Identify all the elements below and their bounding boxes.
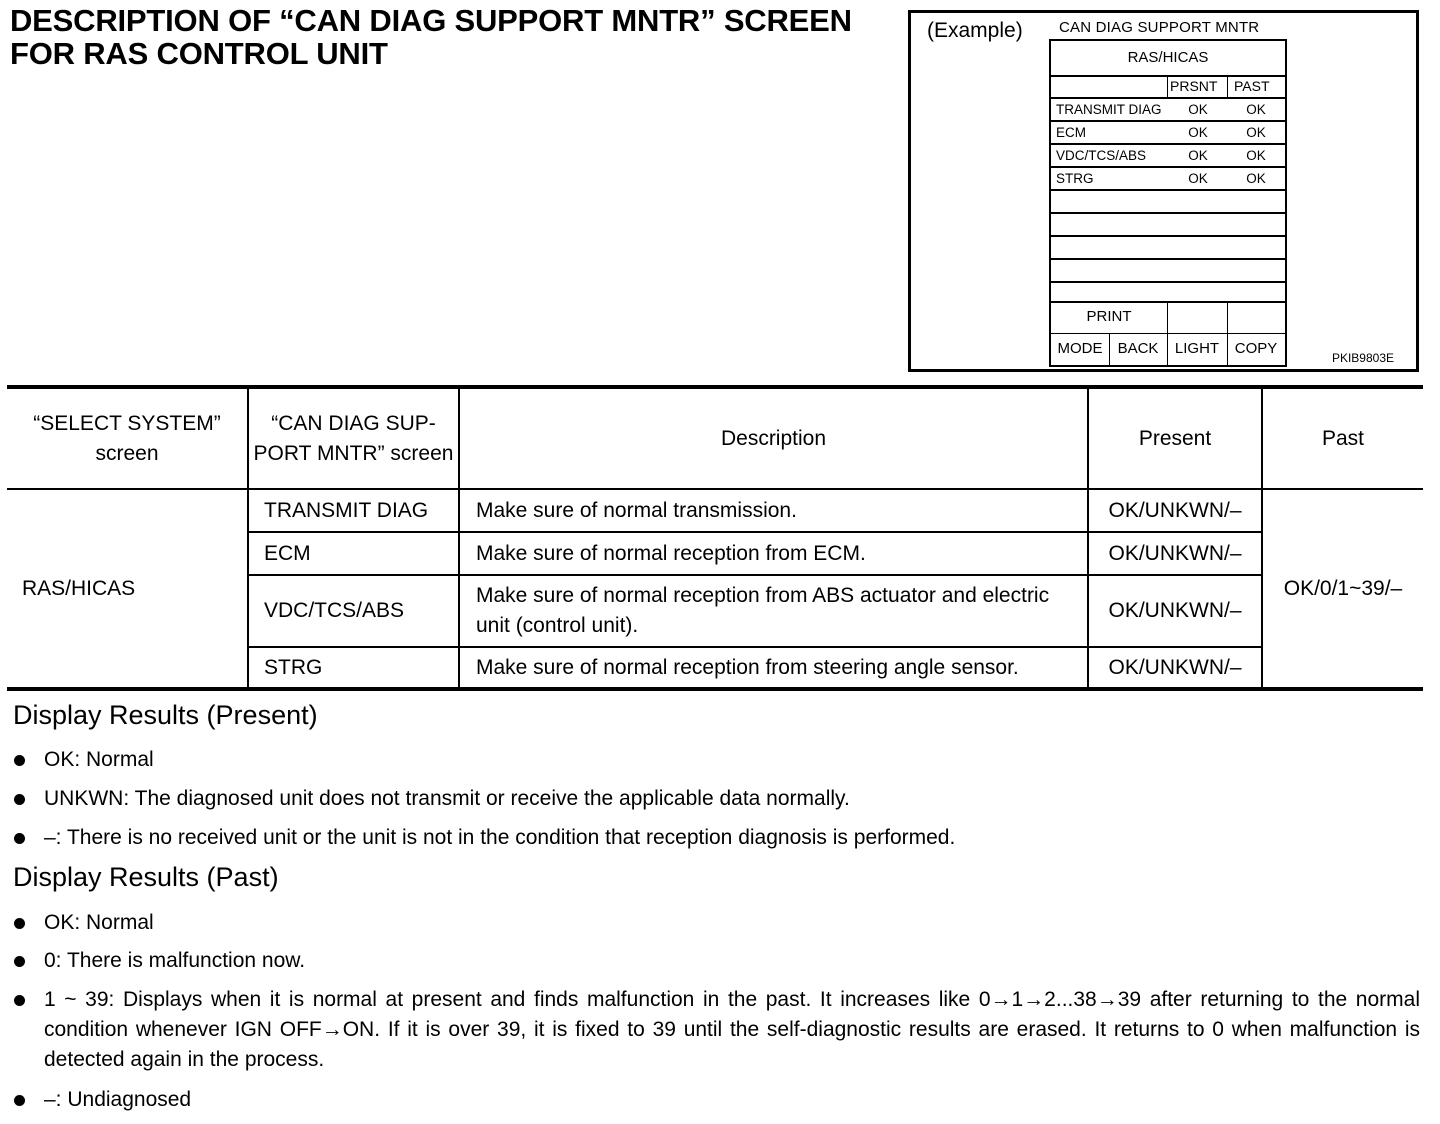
screen-row: [1051, 99, 1285, 122]
header-present: Present: [1088, 387, 1262, 489]
bullet-icon: [14, 956, 25, 967]
screen-row-name: ECM: [1056, 125, 1086, 140]
header-support-monitor: “CAN DIAG SUP-PORT MNTR” screen: [248, 387, 459, 489]
description-cell: Make sure of normal reception from ABS actuator and electric unit (control unit).: [459, 575, 1088, 647]
past-cell: OK/0/1~39/–: [1262, 489, 1423, 689]
bullet-icon: [14, 794, 25, 805]
item-cell: TRANSMIT DIAG: [248, 489, 459, 532]
screen-col-past: PAST: [1234, 78, 1270, 94]
light-button[interactable]: LIGHT: [1174, 340, 1220, 357]
screen-row: [1051, 168, 1285, 191]
screen-row-present: OK: [1188, 171, 1208, 186]
header-past: Past: [1262, 387, 1423, 489]
present-results-heading: Display Results (Present): [13, 700, 318, 730]
system-cell: RAS/HICAS: [7, 489, 248, 689]
screen-empty-row: [1051, 237, 1285, 260]
screen-row-name: TRANSMIT DIAG: [1056, 102, 1162, 117]
bullet-icon: [14, 1095, 25, 1106]
back-button[interactable]: BACK: [1117, 340, 1159, 357]
screen-row-past: OK: [1246, 125, 1266, 140]
screen-system-name: RAS/HICAS: [1051, 41, 1285, 77]
header-description: Description: [459, 387, 1088, 489]
screen-empty-row: [1051, 283, 1285, 303]
present-cell: OK/UNKWN/–: [1088, 532, 1262, 575]
figure-code: PKIB9803E: [1331, 351, 1394, 365]
screen-empty-row: [1051, 260, 1285, 283]
list-item: 1 ~ 39: Displays when it is normal at present and finds malfunction in the past. It increases like 0→1→2...38→39 after returning to the normal condition whenever IGN OFF→ON. If it is over 39, it is fixed to 39 until the self-diagnostic results are erased. It returns to 0 when malfunction is detected again in the process.: [13, 985, 1420, 1075]
header-select-system: “SELECT SYSTEM” screen: [7, 387, 248, 489]
screen-row-present: OK: [1188, 102, 1208, 117]
screen-row-past: OK: [1246, 148, 1266, 163]
bullet-icon: [14, 995, 25, 1006]
list-item: 0: There is malfunction now.: [13, 946, 1420, 976]
past-results-heading: Display Results (Past): [13, 862, 279, 892]
list-item: OK: Normal: [13, 908, 1420, 938]
screen-row-name: STRG: [1056, 171, 1094, 186]
present-cell: OK/UNKWN/–: [1088, 647, 1262, 689]
screen-empty-row: [1051, 191, 1285, 214]
example-screen-figure: [908, 10, 1419, 372]
bullet-icon: [14, 833, 25, 844]
list-item: –: There is no received unit or the unit is not in the condition that reception diagnosis is performed.: [13, 823, 1420, 853]
item-cell: ECM: [248, 532, 459, 575]
screen-col-present: PRSNT: [1170, 78, 1218, 94]
item-cell: VDC/TCS/ABS: [248, 575, 459, 647]
mode-button[interactable]: MODE: [1057, 340, 1103, 357]
bullet-icon: [14, 755, 25, 766]
screen-button-bar: [1051, 303, 1285, 365]
page-title: DESCRIPTION OF “CAN DIAG SUPPORT MNTR” SCREEN FOR RAS CONTROL UNIT: [10, 3, 852, 71]
screen-title: CAN DIAG SUPPORT MNTR: [1059, 19, 1260, 36]
example-label: (Example): [927, 19, 1023, 42]
list-item: –: Undiagnosed: [13, 1085, 1420, 1115]
screen-row-name: VDC/TCS/ABS: [1056, 148, 1147, 163]
screen-row-present: OK: [1188, 125, 1208, 140]
list-item: OK: Normal: [13, 745, 1420, 775]
screen-row-past: OK: [1246, 171, 1266, 186]
present-cell: OK/UNKWN/–: [1088, 575, 1262, 647]
description-cell: Make sure of normal transmission.: [459, 489, 1088, 532]
description-cell: Make sure of normal reception from steering angle sensor.: [459, 647, 1088, 689]
list-item: UNKWN: The diagnosed unit does not transmit or receive the applicable data normally.: [13, 784, 1420, 814]
screen-empty-row: [1051, 214, 1285, 237]
screen-column-header: [1051, 77, 1285, 99]
screen-row-past: OK: [1246, 102, 1266, 117]
consult-screen: [1049, 39, 1287, 367]
present-cell: OK/UNKWN/–: [1088, 489, 1262, 532]
screen-row-present: OK: [1188, 148, 1208, 163]
screen-row: [1051, 145, 1285, 168]
print-button[interactable]: PRINT: [1086, 308, 1132, 325]
bullet-icon: [14, 918, 25, 929]
support-monitor-table: [7, 385, 1423, 691]
item-cell: STRG: [248, 647, 459, 689]
screen-row: [1051, 122, 1285, 145]
description-cell: Make sure of normal reception from ECM.: [459, 532, 1088, 575]
table-header-row: [7, 387, 1423, 489]
table-row: [7, 489, 1423, 532]
copy-button[interactable]: COPY: [1234, 340, 1278, 357]
